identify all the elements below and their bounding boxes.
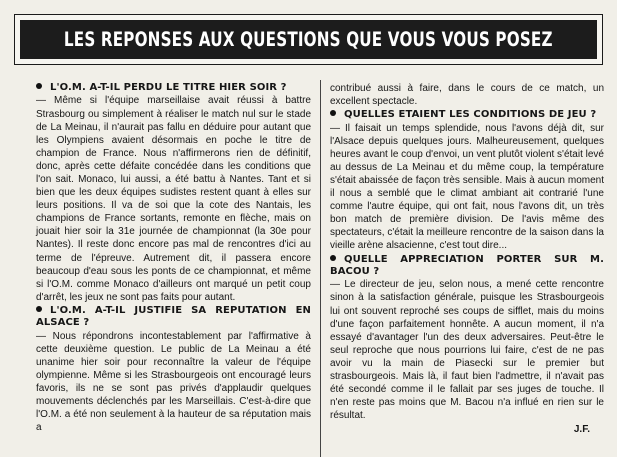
- question-2-heading: [36, 305, 311, 330]
- bullet-icon: [36, 306, 42, 312]
- author-signature: J.F.: [573, 424, 590, 436]
- question-4-heading: [330, 254, 604, 279]
- question-1-title: L'O.M. A-T-IL PERDU LE TITRE HIER SOIR ?: [50, 82, 287, 93]
- bullet-icon: [36, 83, 42, 89]
- question-4-title: QUELLE APPRECIATION PORTER SUR M. BACOU ?: [330, 253, 604, 277]
- headline-banner: [14, 14, 603, 65]
- column-divider: [320, 80, 321, 457]
- question-1-heading: [36, 82, 311, 94]
- question-2-title: L'O.M. A-T-IL JUSTIFIE SA REPUTATION EN ALSACE ?: [36, 304, 311, 329]
- answer-3-text: — Il faisait un temps splendide, nous l'avons déjà dit, sur l'Alsace depuis quelques jours. Malheureusement, quelques heures avant le coup d'envoi, un vent plutôt violent s'était levé au dessus de La Meinau et du même coup, la température s'était abaissée de façon très sensible. Mais à aucun moment il nous a semblé que le climat ambiant ait contrarié l'une comme l'autre équipe, qui ont fait, nous l'avons dit, un très bon match de première division. De l'avis même des spectateurs, c'était la meilleure rencontre de la saison dans la vieille arène alsacienne, c'est tout dire...: [330, 122, 604, 252]
- left-column: [36, 82, 311, 453]
- answer-4-text: — Le directeur de jeu, selon nous, a mené cette rencontre sinon à la satisfaction générale, puisque les Strasbourgeois lui ont souvent reproché ses coups de sifflet, mais du moins d'une façon parfaitement honnête. A aucun moment, il n'a essayé d'avantager l'un des deux adversaires. Peut-être le seul reproche que nous pourrions lui faire, c'est de ne pas avoir vu la main de Piasecki sur le premier but strasbourgeois. Mais là, il faut bien l'admettre, il n'avait pas été secondé comme il le fallait par ses juges de touche. Il n'en reste pas moins que M. Bacou n'a influé en rien sur le résultat.: [330, 279, 604, 422]
- answer-2-text: — Nous répondrons incontestablement par l'affirmative à cette deuxième question. Le public de La Meinau a été unanime hier soir pour reconnaître la valeur de l'équipe olympienne. Même si les Strasbourgeois ont encouragé leurs favoris, ils ne se sont pas privés d'applaudir quelques mouvements déclenchés par les Marseillais. C'est-à-dire que l'O.M. a été non seulement à la hauteur de sa réputation mais a: [36, 330, 311, 434]
- bullet-icon: [330, 110, 336, 116]
- headline-title: LES REPONSES AUX QUESTIONS QUE VOUS VOUS POSEZ: [64, 28, 553, 51]
- question-3-heading: [330, 109, 604, 121]
- headline-banner-inner: [20, 20, 597, 59]
- bullet-icon: [330, 255, 336, 261]
- question-3-title: QUELLES ETAIENT LES CONDITIONS DE JEU ?: [344, 109, 597, 121]
- right-column: [330, 82, 604, 453]
- answer-2-continued-text: contribué aussi à faire, dans le cours de ce match, un excellent spectacle.: [330, 83, 604, 108]
- answer-1-text: — Même si l'équipe marseillaise avait réussi à battre Strasbourg ou simplement à réaliser le match nul sur le stade de La Meinau, il n'aurait pas fallu en déduire pour autant que les Olympiens avaient désormais en poche le titre de champion de France. Nous n'affirmerons rien de définitif, donc, après cette défaite concédée dans les conditions que l'on sait. Monaco, lui aussi, a été battu à Nantes. Tant et si bien que les deux équipes sudistes restent quant à elles sur leurs positions. Il va de soi que la cote des Nantais, les champions de France sortants, remonte en flèche, mais on jouait hier soir la 31e journée de championnat (la 30e pour Nantes). Il reste donc encore pas mal de rencontres d'ici au terme de l'épreuve. Autrement dit, il passera encore beaucoup d'eau sous les ponts de ce championnat, et même si l'O.M. comme Monaco d'ailleurs ont marqué un petit coup d'arrêt, les jeux ne sont pas faits pour autant.: [36, 95, 311, 303]
